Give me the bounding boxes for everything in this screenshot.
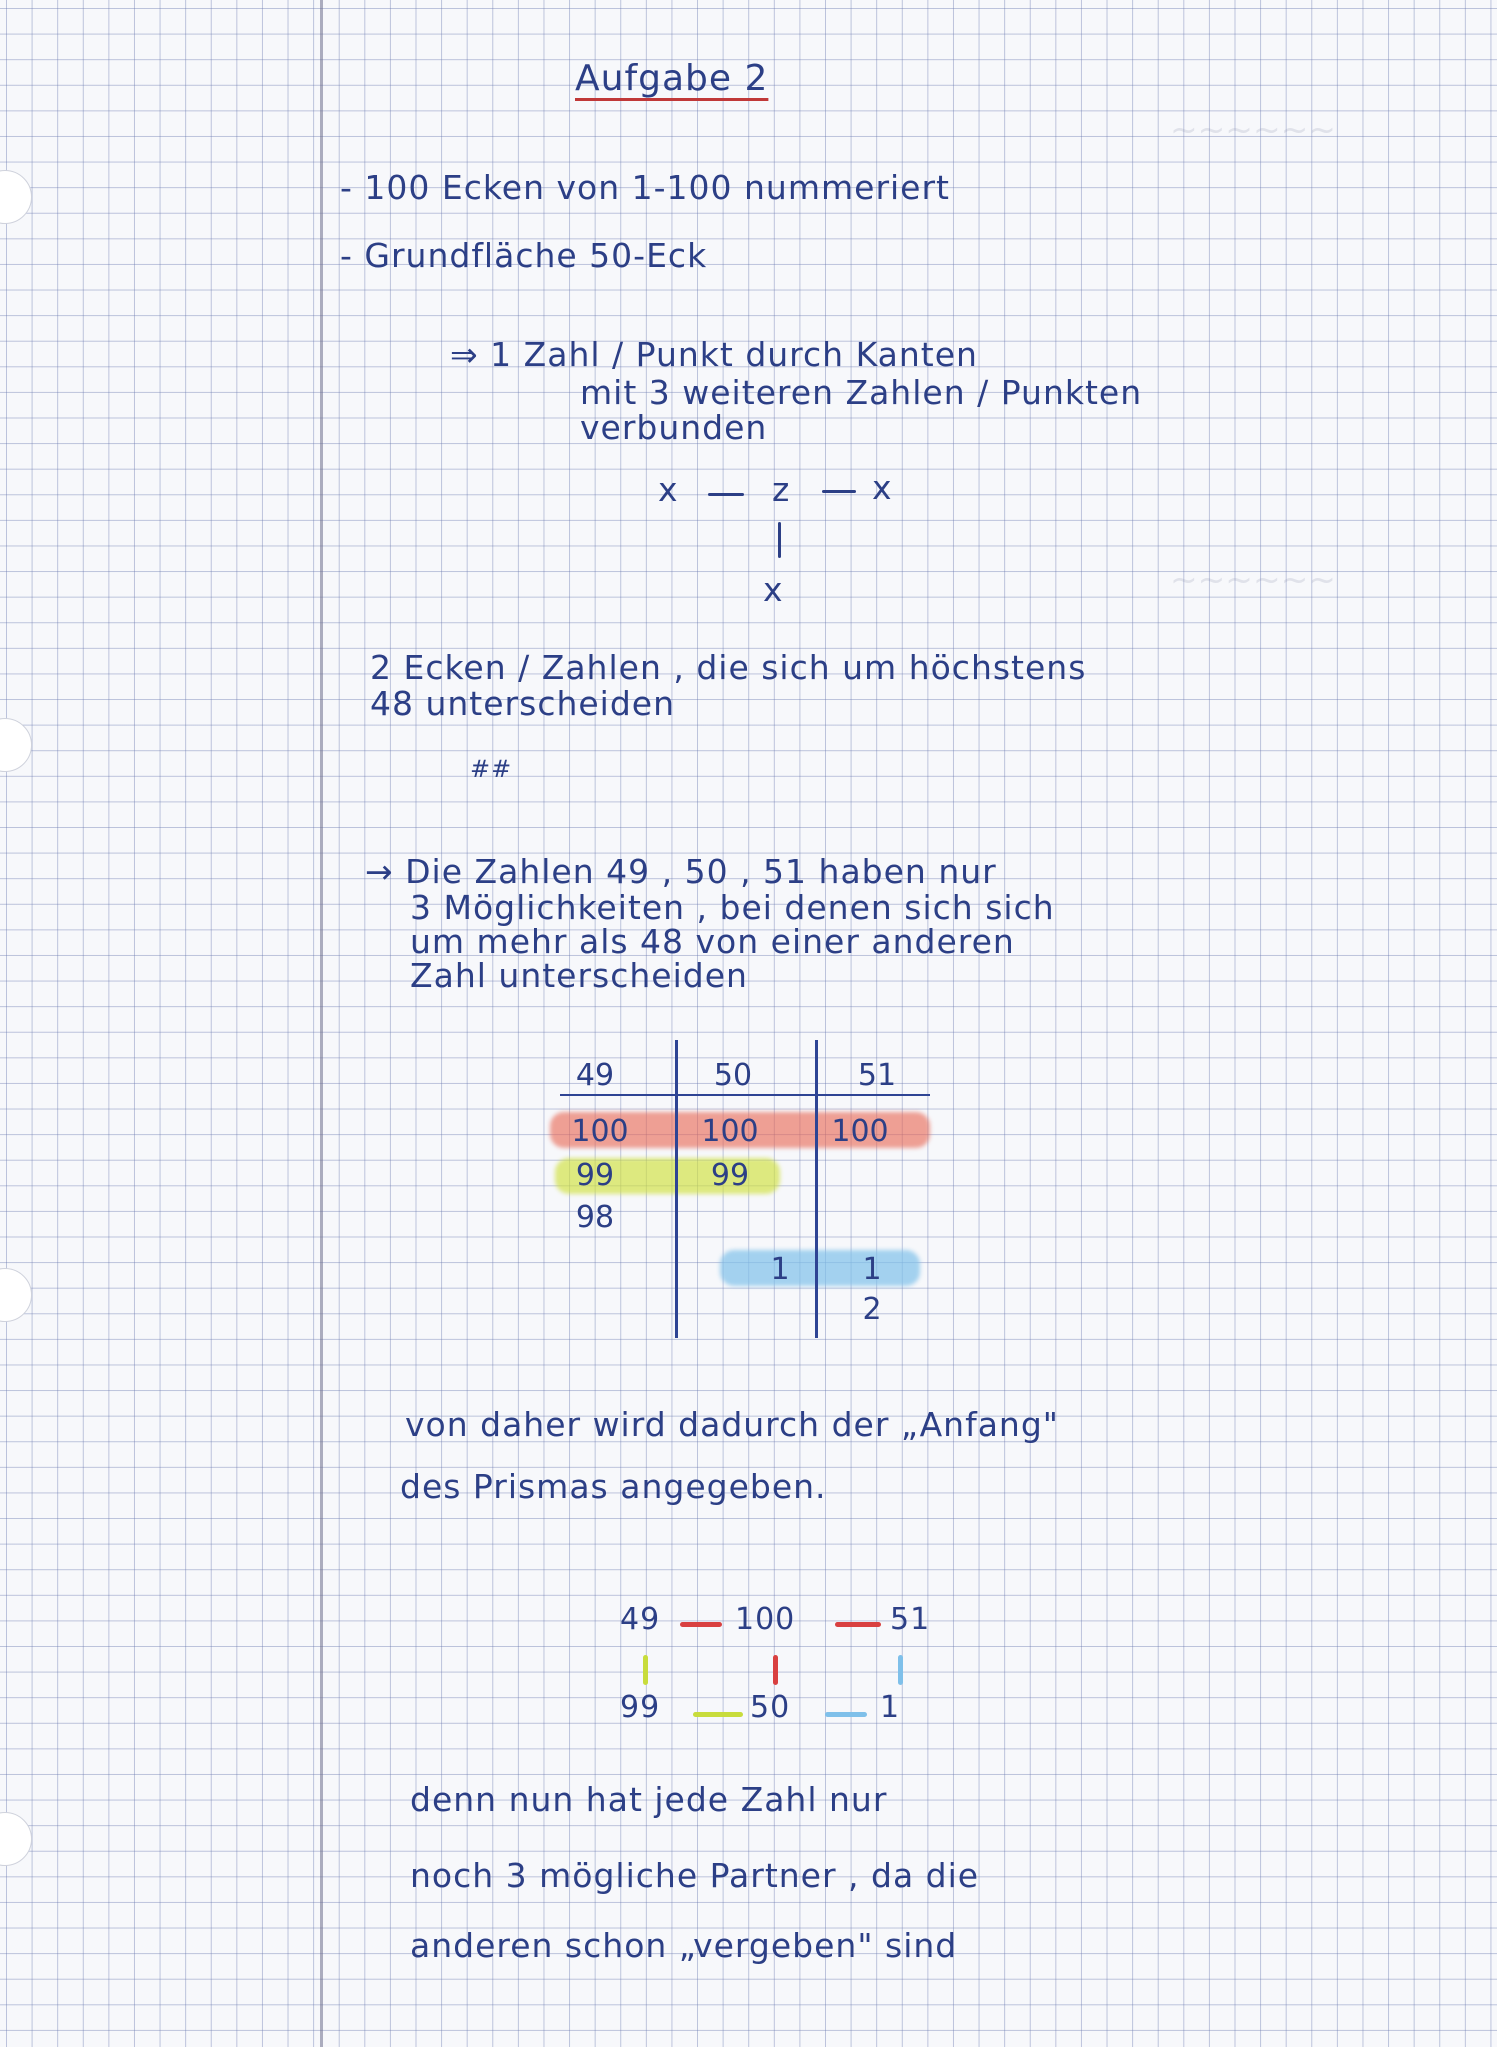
table-divider [815,1040,818,1338]
punch-hole [0,170,32,224]
yellow-edge [693,1712,743,1717]
note-line: ⇒ 1 Zahl / Punkt durch Kanten [450,335,978,374]
table-cell: 99 [710,1158,750,1193]
note-line: Zahl unterscheiden [410,956,748,995]
note-line: 48 unterscheiden [370,684,676,723]
table-cell: 100 [701,1114,759,1149]
note-line: von daher wird dadurch der „Anfang" [405,1405,1059,1444]
note-line: denn nun hat jede Zahl nur [410,1780,888,1819]
table-cell: 99 [575,1158,615,1193]
page-title: Aufgabe 2 [575,58,769,99]
note-line: um mehr als 48 von einer anderen [410,922,1015,961]
scribble-mark: ## [470,755,513,783]
note-line: anderen schon „vergeben" sind [410,1926,958,1965]
table-header: 51 [857,1058,897,1093]
note-line: des Prismas angegeben. [400,1467,827,1506]
sketch-edge [778,522,781,558]
diagram-node: 51 [890,1602,931,1637]
note-line: - 100 Ecken von 1-100 nummeriert [340,168,950,207]
table-divider [675,1040,678,1338]
table-cell: 98 [575,1200,615,1235]
diagram-node: 1 [880,1690,901,1725]
note-line: mit 3 weiteren Zahlen / Punkten [580,373,1143,412]
sketch-node: x [763,570,784,609]
sketch-node: x [658,470,679,509]
blue-edge [898,1655,903,1685]
table-header: 49 [575,1058,615,1093]
bleed-through-text: ~~~~~~ [1170,560,1336,599]
diagram-node: 99 [620,1690,661,1725]
table-cell: 100 [571,1114,629,1149]
yellow-edge [643,1655,648,1685]
sketch-node: z [772,470,791,509]
note-line: verbunden [580,408,768,447]
punch-hole [0,1268,32,1322]
diagram-node: 100 [735,1602,796,1637]
bleed-through-text: ~~~~~~ [1170,110,1336,149]
margin-line [320,0,323,2047]
note-line: noch 3 mögliche Partner , da die [410,1856,980,1895]
note-line: → Die Zahlen 49 , 50 , 51 haben nur [365,852,997,891]
red-edge [773,1655,778,1685]
note-line: - Grundfläche 50-Eck [340,236,708,275]
diagram-node: 50 [750,1690,791,1725]
table-header-rule [560,1094,930,1096]
diagram-node: 49 [620,1602,661,1637]
note-line: 3 Möglichkeiten , bei denen sich sich [410,888,1055,927]
punch-hole [0,1812,32,1866]
table-header: 50 [713,1058,753,1093]
sketch-edge [822,490,856,493]
blue-edge [825,1712,867,1717]
red-edge [835,1622,881,1627]
table-cell: 1 [770,1252,790,1287]
note-line: 2 Ecken / Zahlen , die sich um höchstens [370,648,1087,687]
sketch-node: x [872,468,893,507]
punch-hole [0,718,32,772]
sketch-edge [708,493,744,496]
table-cell: 1 [862,1252,882,1287]
pairing-table [560,1040,940,1340]
red-edge [680,1622,722,1627]
table-cell: 100 [831,1114,889,1149]
table-cell: 2 [862,1292,882,1327]
